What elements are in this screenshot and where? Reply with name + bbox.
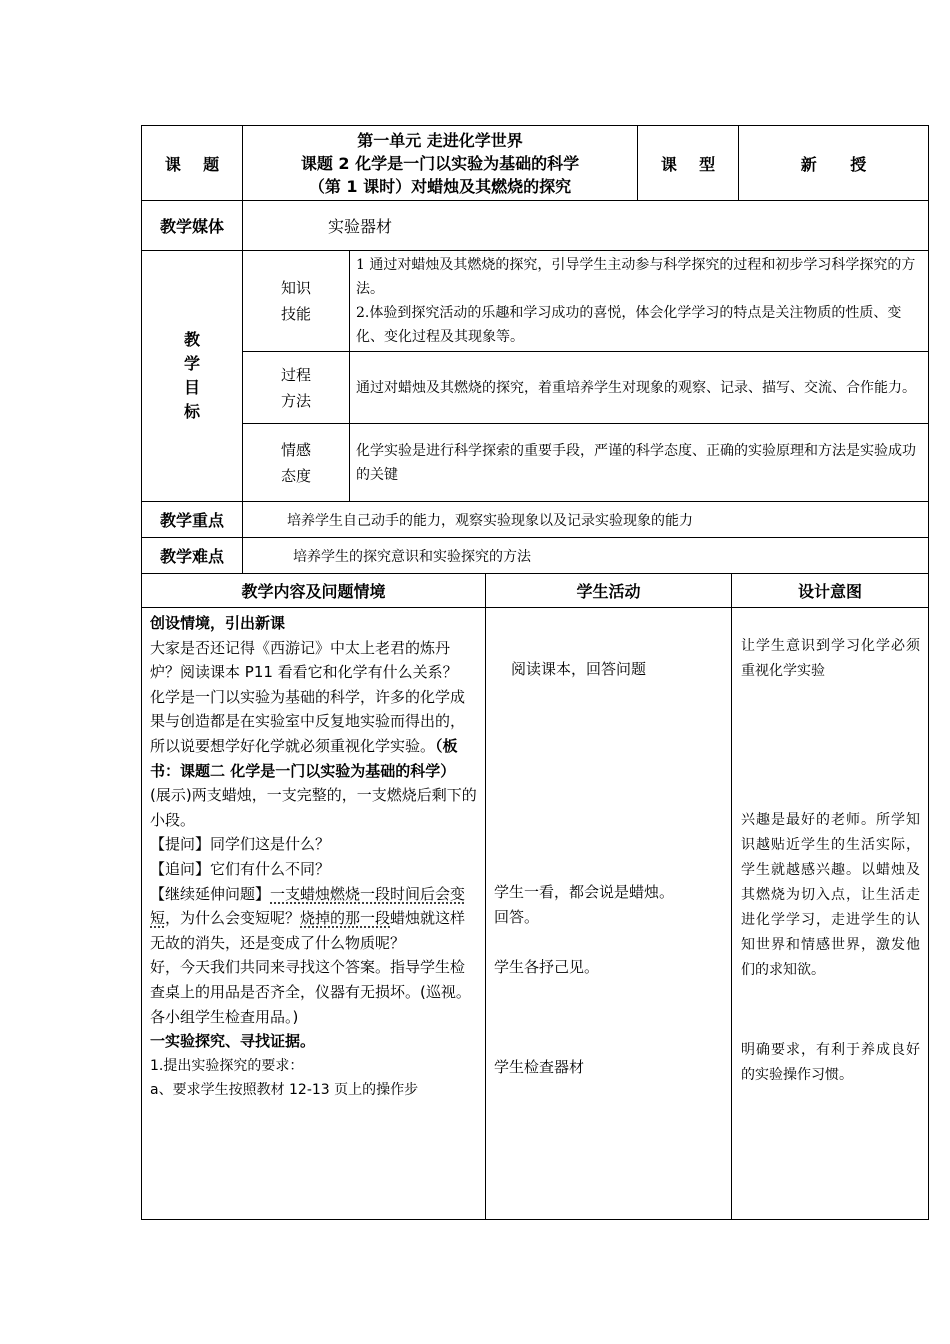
lesson-title-line2: 课题 2 化学是一门以实验为基础的科学	[300, 153, 580, 173]
objective-text-attitude: 化学实验是进行科学探索的重要手段，严谨的科学态度、正确的实验原理和方法是实验成功的关键	[350, 424, 929, 502]
header-row	[142, 126, 929, 201]
media-row	[142, 201, 929, 251]
intent-2: 兴趣是最好的老师。所学知识越贴近学生的生活实际，学生就越感兴趣。以蜡烛及其燃烧为切入点，让生活走进化学学习，走进学生的认知世界和情感世界，激发他们的求知欲。	[741, 812, 920, 978]
objective-label-knowledge: 知识 技能	[243, 251, 350, 352]
intent-1: 让学生意识到学习化学必须重视化学实验	[741, 638, 920, 679]
objective-label-attitude: 情感 态度	[243, 424, 350, 502]
process-header-row	[142, 574, 929, 608]
content-heading-2: 一实验探究、寻找证据。	[150, 1032, 316, 1051]
content-paragraph-1: 大家是否还记得《西游记》中太上老君的炼丹炉？阅读课本 P11 看看它和化学有什么关系？	[150, 638, 458, 682]
objective-text-process: 通过对蜡烛及其燃烧的探究，着重培养学生对现象的观察、记录、描写、交流、合作能力。	[350, 352, 929, 424]
activity-4: 学生各抒己见。	[494, 958, 600, 976]
content-question-3: 【继续延伸问题】一支蜡烛燃烧一段时间后会变短，为什么会变短呢？烧掉的那一段蜡烛就这样无故的消失，还是变成了什么物质呢？	[150, 884, 466, 952]
media-label: 教学媒体	[142, 201, 243, 251]
content-step-2: a、要求学生按照教材 12-13 页上的操作步	[150, 1082, 419, 1099]
subject-label: 课 题	[142, 126, 243, 201]
type-label: 课 型	[638, 126, 739, 201]
column-activity: 学生活动	[486, 574, 732, 608]
lesson-title	[243, 126, 638, 201]
content-cell	[142, 608, 486, 1220]
objective-row-process	[142, 352, 929, 424]
key-point-row	[142, 502, 929, 538]
content-paragraph-2: 化学是一门以实验为基础的科学，许多的化学成果与创造都是在实验室中反复地实验而得出的，所以说要想学好化学就必须重视化学实验。（板书：课题二 化学是一门以实验为基础的科学）	[150, 687, 466, 780]
column-intent: 设计意图	[732, 574, 929, 608]
objective-label-process: 过程 方法	[243, 352, 350, 424]
lesson-process-table	[141, 573, 929, 1220]
content-paragraph-4: 好，今天我们共同来寻找这个答案。指导学生检查桌上的用品是否齐全，仪器有无损坏。(巡视。各小组学生检查用品。)	[150, 958, 471, 1026]
lesson-title-line1: 第一单元 走进化学世界	[357, 130, 523, 150]
activity-2: 学生一看，都会说是蜡烛。	[494, 883, 675, 901]
activity-5: 学生检查器材	[494, 1058, 585, 1076]
activity-1: 阅读课本，回答问题	[511, 660, 647, 678]
lesson-title-line3: （第 1 课时）对蜡烛及其燃烧的探究	[308, 176, 572, 196]
media-value: 实验器材	[243, 201, 929, 251]
activity-cell	[486, 608, 732, 1220]
key-point-label: 教学重点	[142, 502, 243, 538]
intent-3: 明确要求，有利于养成良好的实验操作习惯。	[741, 1042, 920, 1083]
activity-3: 回答。	[494, 908, 540, 926]
content-step-1: 1.提出实验探究的要求：	[150, 1057, 304, 1074]
objective-row-attitude	[142, 424, 929, 502]
difficulty-value: 培养学生的探究意识和实验探究的方法	[243, 538, 929, 574]
lesson-info-table	[141, 125, 929, 574]
content-question-1: 【提问】同学们这是什么？	[150, 835, 331, 854]
intent-cell	[732, 608, 929, 1220]
type-value: 新 授	[739, 126, 929, 201]
difficulty-row	[142, 538, 929, 574]
objectives-label: 教 学 目 标	[142, 251, 243, 502]
process-body-row	[142, 608, 929, 1220]
objective-row-knowledge	[142, 251, 929, 352]
content-question-2: 【追问】它们有什么不同？	[150, 859, 331, 878]
content-paragraph-3: (展示)两支蜡烛，一支完整的，一支燃烧后剩下的小段。	[150, 786, 477, 829]
key-point-value: 培养学生自己动手的能力，观察实验现象以及记录实验现象的能力	[243, 502, 929, 538]
column-content: 教学内容及问题情境	[142, 574, 486, 608]
content-heading-1: 创设情境，引出新课	[150, 614, 286, 632]
difficulty-label: 教学难点	[142, 538, 243, 574]
objective-text-knowledge: 1 通过对蜡烛及其燃烧的探究，引导学生主动参与科学探究的过程和初步学习科学探究的方法。 2.体验到探究活动的乐趣和学习成功的喜悦，体会化学学习的特点是关注物质的性质、变化、变化过程及其现象等。	[350, 251, 929, 352]
